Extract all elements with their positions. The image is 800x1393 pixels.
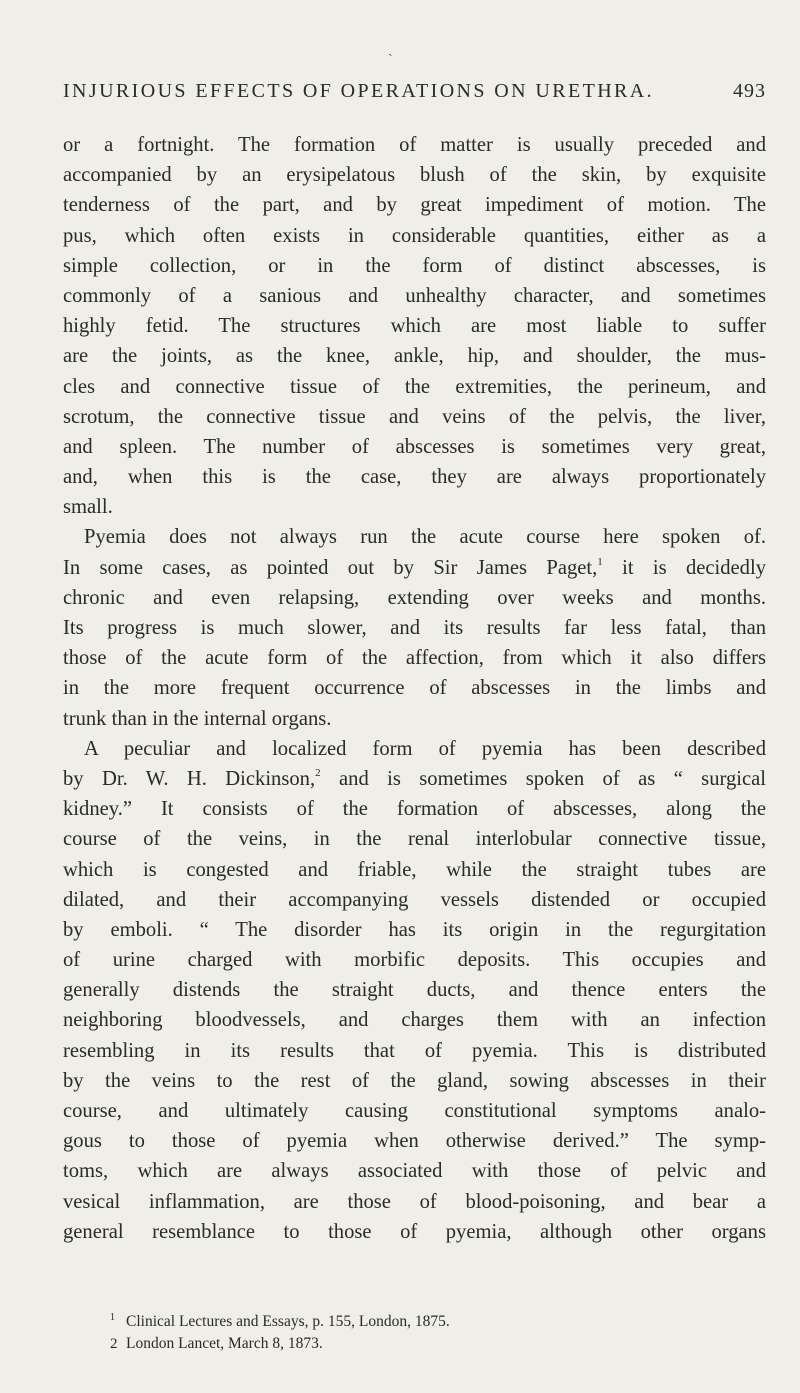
page-number: 493 [733, 80, 766, 102]
text-line: and, when this is the case, they are always proportionately [63, 466, 766, 489]
footnotes [110, 1311, 750, 1355]
text-line: or a fortnight. The formation of matter is usually preceded and [63, 134, 766, 156]
text-line: generally distends the straight ducts, and thence enters the [63, 979, 766, 1002]
text-line: and spleen. The number of abscesses is sometimes very great, [63, 435, 766, 458]
text-line: pus, which often exists in considerable quantities, either as a [63, 224, 766, 247]
footnote: 1 Clinical Lectures and Essays, p. 155, London, 1875. [110, 1312, 450, 1330]
text-line: commonly of a sanious and unhealthy character, and sometimes [63, 284, 766, 307]
footnote: 2 London Lancet, March 8, 1873. [110, 1335, 323, 1352]
stray-print-mark: ˎ [388, 42, 393, 57]
text-line: In some cases, as pointed out by Sir James Paget,$^1$ it is decidedly [63, 555, 766, 579]
footnote-reference: 2 [315, 766, 321, 779]
text-line: Pyemia does not always run the acute course here spoken of. [84, 526, 766, 549]
text-line: highly fetid. The structures which are most liable to suffer [63, 315, 766, 338]
text-line: tenderness of the part, and by great impediment of motion. The [63, 194, 766, 217]
text-line: A peculiar and localized form of pyemia has been described [84, 737, 766, 760]
body-text [63, 130, 766, 1247]
footnote-reference: 1 [597, 555, 603, 568]
text-line: scrotum, the connective tissue and veins of the pelvis, the liver, [63, 405, 766, 428]
text-line: cles and connective tissue of the extremities, the perineum, and [63, 375, 766, 398]
text-line: course, and ultimately causing constitutional symptoms analo- [63, 1100, 766, 1122]
running-head-title: INJURIOUS EFFECTS OF OPERATIONS ON URETHRA. [63, 80, 655, 102]
text-line: chronic and even relapsing, extending over weeks and months. [63, 586, 766, 609]
text-line: accompanied by an erysipelatous blush of the skin, by exquisite [63, 164, 766, 187]
text-line: Its progress is much slower, and its results far less fatal, than [63, 617, 766, 639]
text-line: are the joints, as the knee, ankle, hip, and shoulder, the mus- [63, 345, 766, 368]
text-line: simple collection, or in the form of distinct abscesses, is [63, 254, 766, 277]
text-line: those of the acute form of the affection, from which it also differs [63, 647, 766, 670]
text-line: kidney.” It consists of the formation of abscesses, along the [63, 798, 766, 821]
text-line: toms, which are always associated with those of pelvic and [63, 1160, 766, 1183]
text-line: vesical inflammation, are those of blood-poisoning, and bear a [63, 1190, 766, 1213]
text-line: of urine charged with morbific deposits. This occupies and [63, 949, 766, 972]
text-line: which is congested and friable, while the straight tubes are [63, 858, 766, 881]
text-line: by the veins to the rest of the gland, sowing abscesses in their [63, 1069, 766, 1092]
text-line: general resemblance to those of pyemia, although other organs [63, 1220, 766, 1243]
text-line: neighboring bloodvessels, and charges them with an infection [63, 1009, 766, 1032]
text-line: in the more frequent occurrence of abscesses in the limbs and [63, 677, 766, 700]
footnote-text: Clinical Lectures and Essays, p. 155, London, 1875. [126, 1313, 450, 1330]
footnote-text: London Lancet, March 8, 1873. [126, 1335, 323, 1352]
text-line: by Dr. W. H. Dickinson,$^2$ and is sometimes spoken of as “ surgical [63, 766, 766, 790]
text-line: dilated, and their accompanying vessels distended or occupied [63, 888, 766, 911]
text-line: small. [63, 496, 113, 519]
text-line: course of the veins, in the renal interlobular connective tissue, [63, 828, 766, 851]
running-head [63, 80, 766, 110]
text-line: resembling in its results that of pyemia. This is distributed [63, 1039, 766, 1062]
text-line: by emboli. “ The disorder has its origin in the regurgitation [63, 918, 766, 941]
text-line: trunk than in the internal organs. [63, 707, 332, 730]
text-line: gous to those of pyemia when otherwise derived.” The symp- [63, 1130, 766, 1153]
